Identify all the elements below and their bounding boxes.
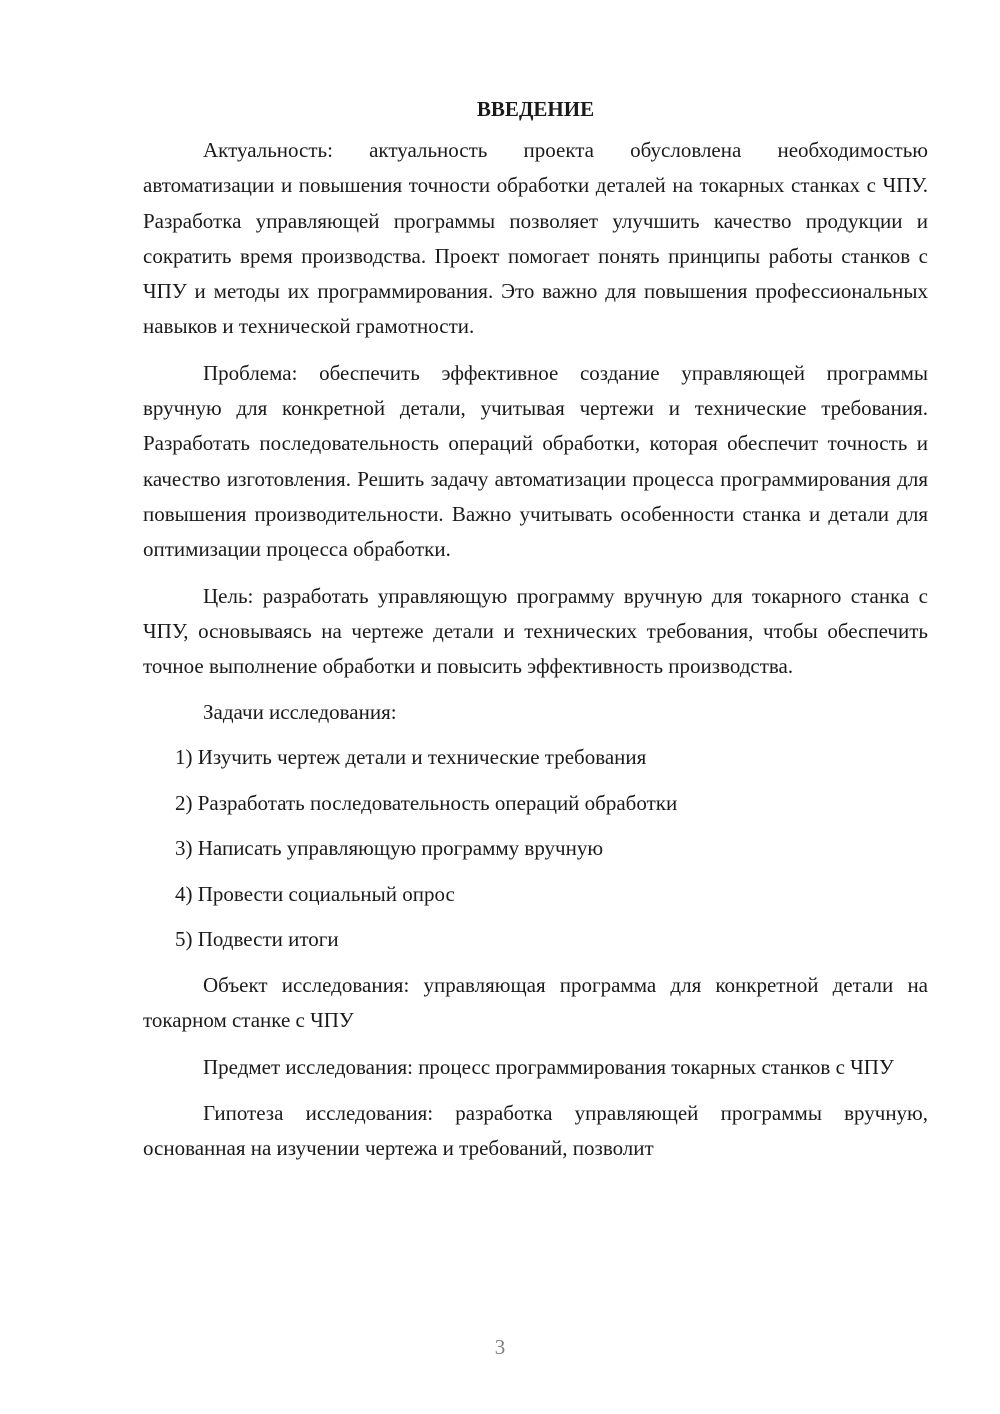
problem-paragraph: Проблема: обеспечить эффективное создание управляющей программы вручную для конкретной детали, учитывая чертежи и технические требования. Разработать последовательность операций обработки, которая обеспечит точность и качество изготовления. Решить задачу автоматизации процесса программирования для повышения производительности. Важно учитывать особенности станка и детали для оптимизации процесса обработки. [143,360,928,562]
task-list [143,740,928,957]
goal-paragraph: Цель: разработать управляющую программу вручную для токарного станка с ЧПУ, основываясь на чертеже детали и технических требования, чтобы обеспечить точное выполнение обработки и повысить эффективность производства. [143,583,928,679]
task-item-2: 2) Разработать последовательность операций обработки [175,790,678,815]
task-item-3: 3) Написать управляющую программу вручную [175,836,604,861]
hypothesis-paragraph: Гипотеза исследования: разработка управляющей программы вручную, основанная на изучении чертежа и требований, позволит [143,1100,928,1161]
subject-paragraph: Предмет исследования: процесс программирования токарных станков с ЧПУ [203,1054,894,1079]
relevance-paragraph: Актуальность: актуальность проекта обусловлена необходимостью автоматизации и повышения точности обработки деталей на токарных станках с ЧПУ. Разработка управляющей программы позволяет улучшить качество продукции и сократить время производства. Проект помогает понять принципы работы станков с ЧПУ и методы их программирования. Это важно для повышения профессиональных навыков и технической грамотности. [143,138,928,339]
document-page [143,92,928,1177]
task-item-1: 1) Изучить чертеж детали и технические требования [175,745,647,770]
tasks-title: Задачи исследования: [203,700,397,725]
object-paragraph: Объект исследования: управляющая программа для конкретной детали на токарном станке с ЧПУ [143,972,928,1033]
section-heading: ВВЕДЕНИЕ [476,97,595,121]
task-item-4: 4) Провести социальный опрос [175,881,455,906]
page-number: 3 [494,1335,506,1359]
task-item-5: 5) Подвести итоги [175,927,339,952]
